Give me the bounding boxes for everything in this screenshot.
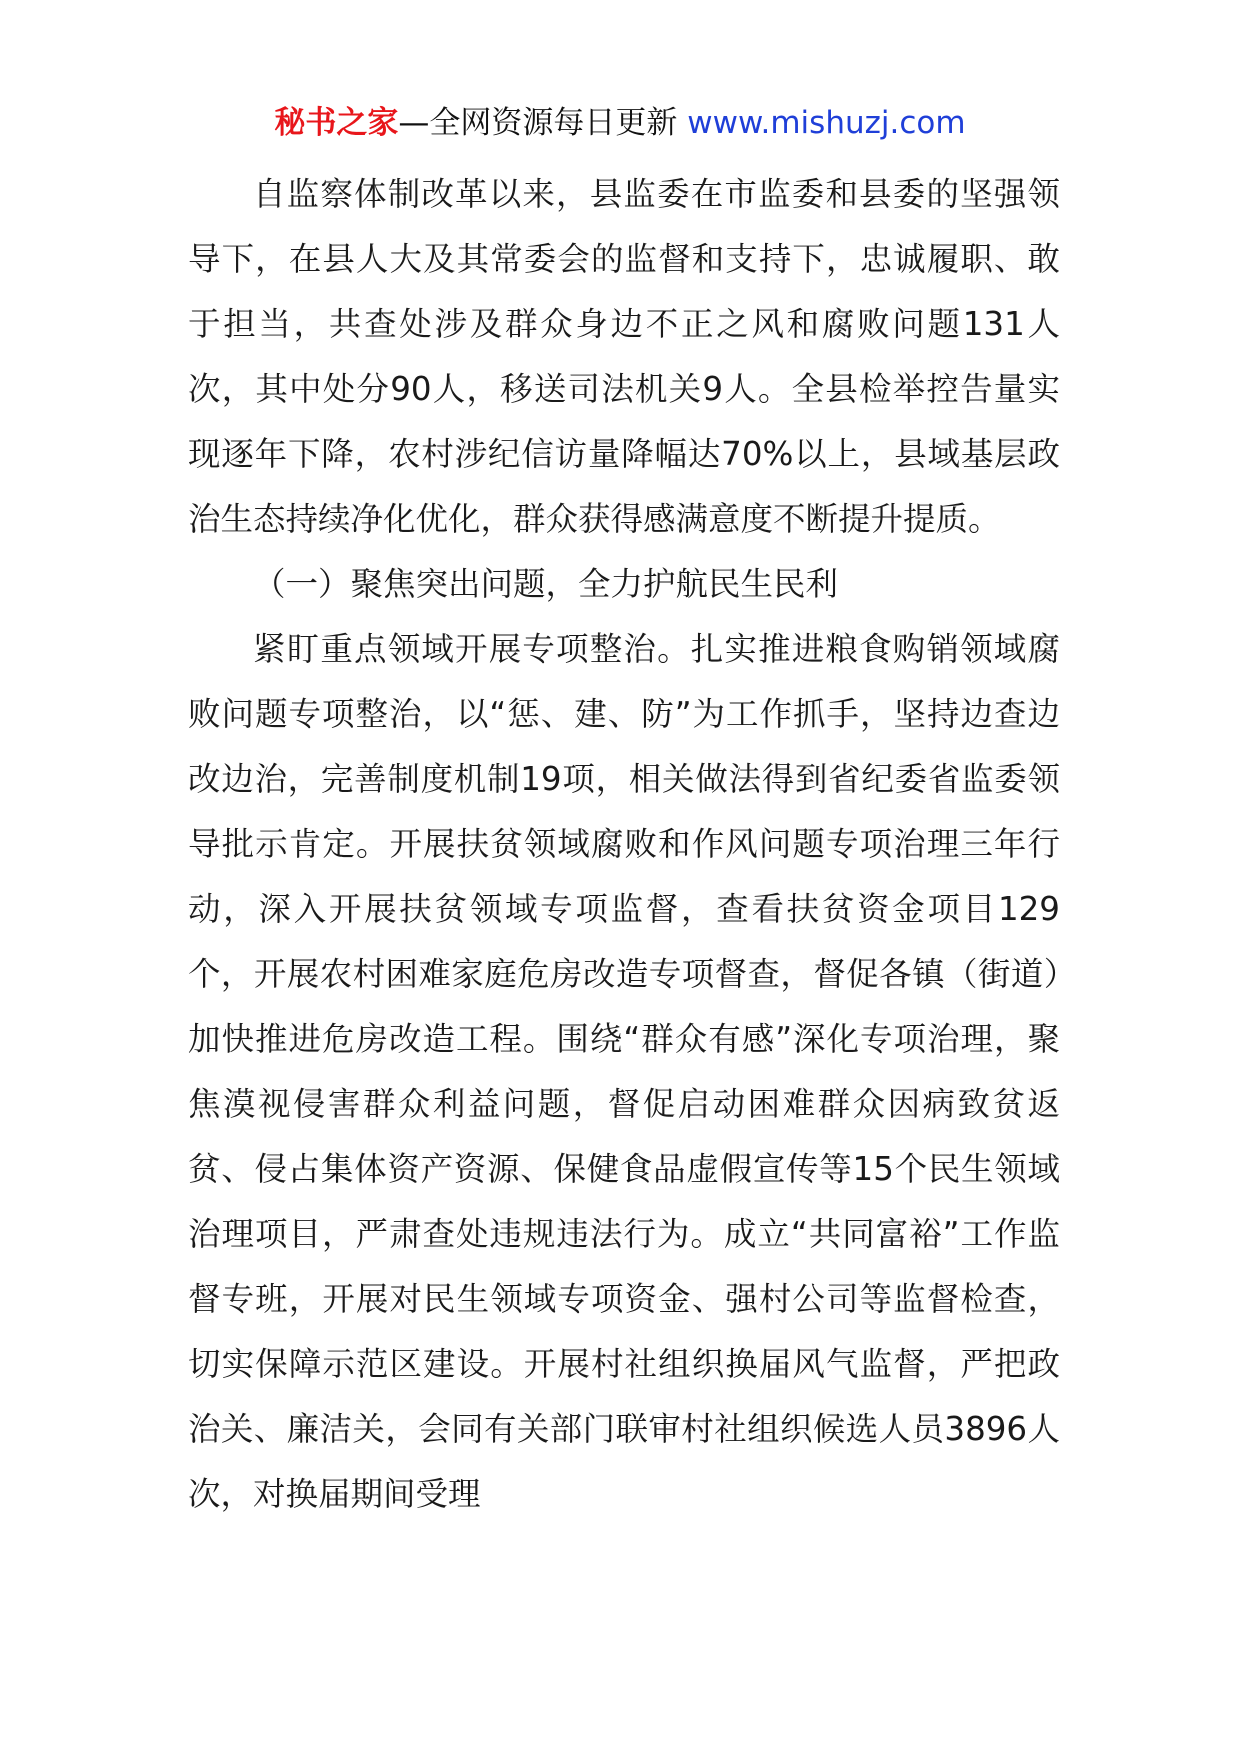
intro-paragraph: 自监察体制改革以来，县监委在市监委和县委的坚强领导下，在县人大及其常委会的监督和支持下，忠诚履职、敢于担当，共查处涉及群众身边不正之风和腐败问题131人次，其中处分90人，移送司法机关9人。全县检举控告量实现逐年下降，农村涉纪信访量降幅达70%以上，县域基层政治生态持续净化优化，群众获得感满意度不断提升提质。 [188, 175, 1060, 538]
header-slogan: —全网资源每日更新 [398, 105, 688, 141]
document-body [188, 162, 1060, 1527]
site-header [0, 100, 1240, 146]
site-url[interactable]: www.mishuzj.com [687, 105, 966, 141]
section-heading: （一）聚焦突出问题，全力护航民生民利 [253, 565, 839, 603]
body-paragraph: 紧盯重点领域开展专项整治。扎实推进粮食购销领域腐败问题专项整治，以“惩、建、防”为工作抓手，坚持边查边改边治，完善制度机制19项，相关做法得到省纪委省监委领导批示肯定。开展扶贫领域腐败和作风问题专项治理三年行动，深入开展扶贫领域专项监督，查看扶贫资金项目129个，开展农村困难家庭危房改造专项督查，督促各镇（街道）加快推进危房改造工程。围绕“群众有感”深化专项治理，聚焦漠视侵害群众利益问题，督促启动困难群众因病致贫返贫、侵占集体资产资源、保健食品虚假宣传等15个民生领域治理项目，严肃查处违规违法行为。成立“共同富裕”工作监督专班，开展对民生领域专项资金、强村公司等监督检查，切实保障示范区建设。开展村社组织换届风气监督，严把政治关、廉洁关，会同有关部门联审村社组织候选人员3896人次，对换届期间受理 [188, 630, 1060, 1513]
brand-name: 秘书之家 [274, 105, 399, 141]
